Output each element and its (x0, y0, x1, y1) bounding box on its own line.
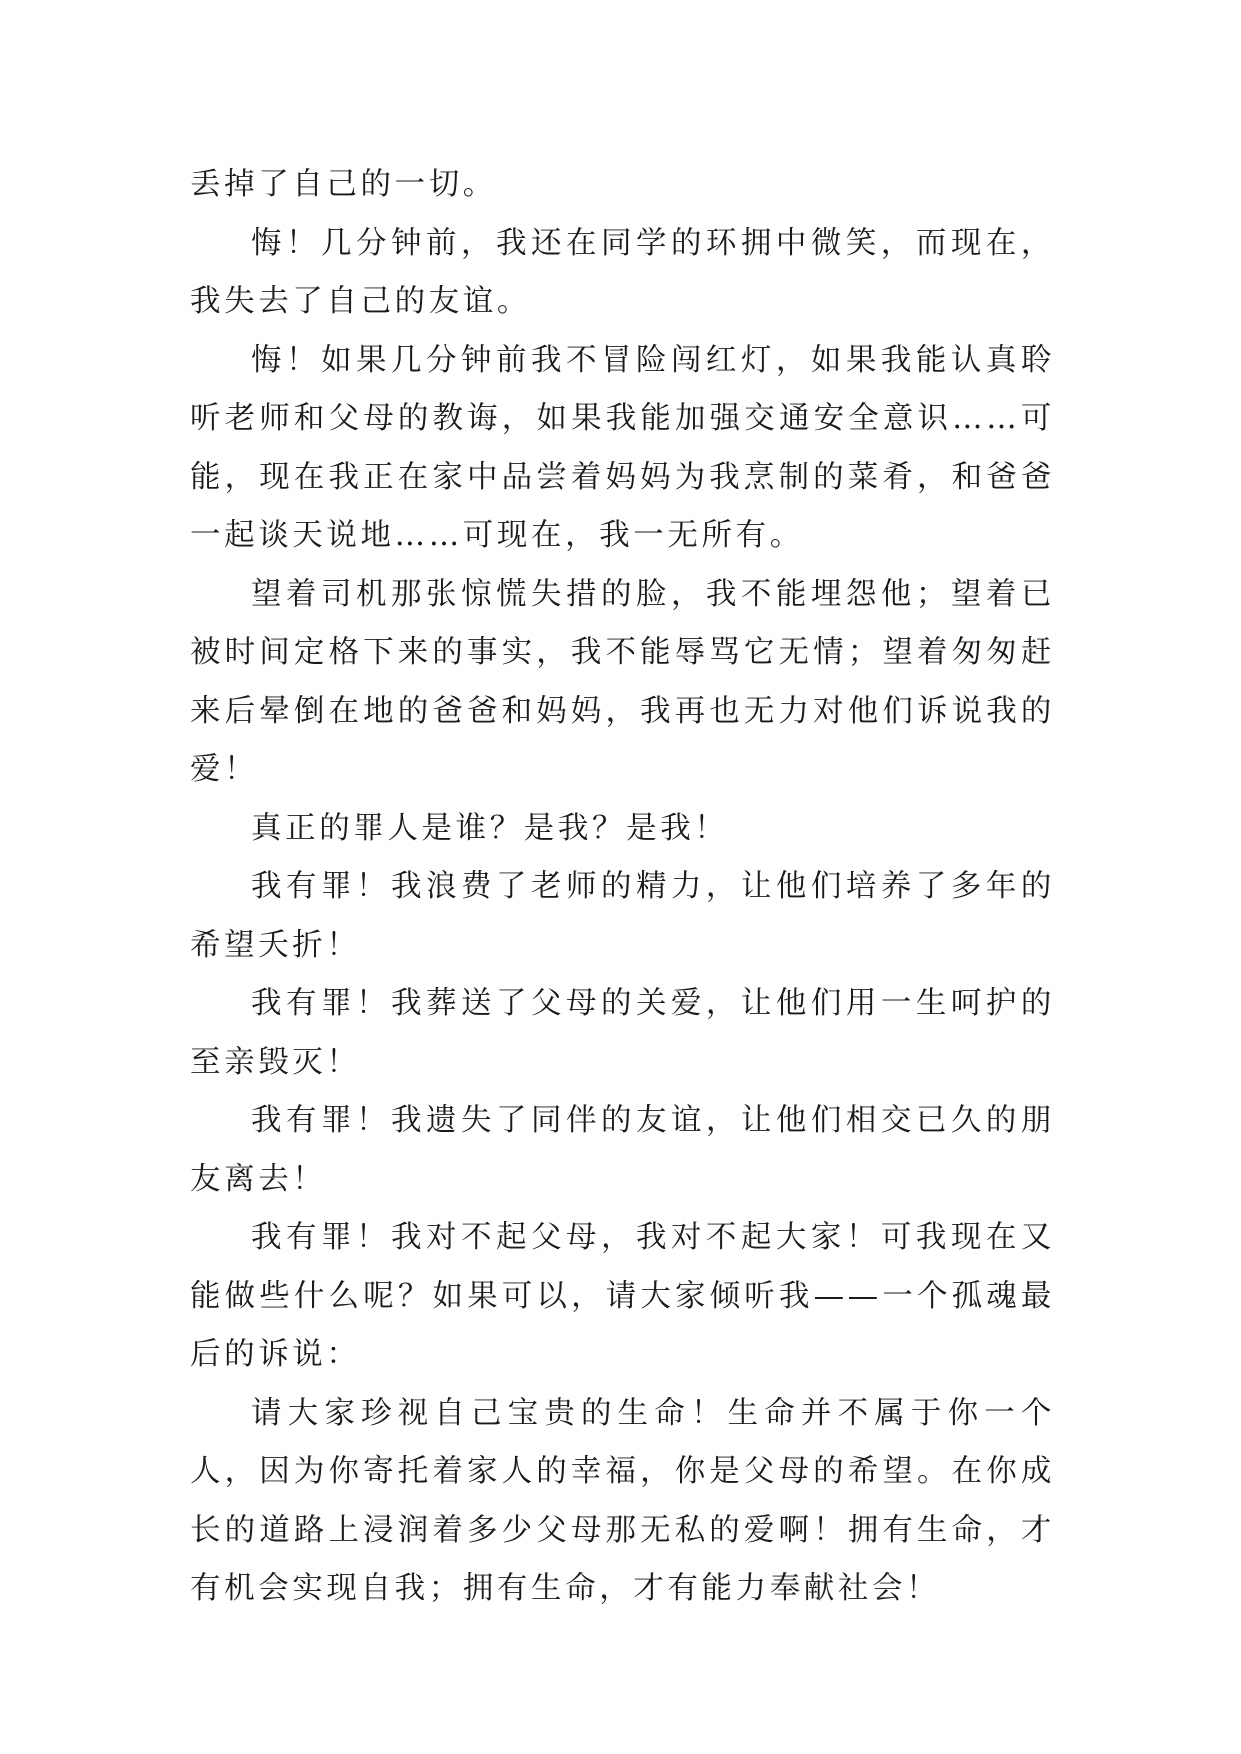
paragraph-3: 悔！如果几分钟前我不冒险闯红灯，如果我能认真聆听老师和父母的教诲，如果我能加强交通安全意识……可能，现在我正在家中品尝着妈妈为我烹制的菜肴，和爸爸一起谈天说地……可现在，我一无所有。 (190, 342, 1055, 553)
paragraph-8: 我有罪！我遗失了同伴的友谊，让他们相交已久的朋友离去！ (190, 1103, 1055, 1197)
paragraph-7: 我有罪！我葬送了父母的关爱，让他们用一生呵护的至亲毁灭！ (190, 986, 1055, 1080)
paragraph-2: 悔！几分钟前，我还在同学的环拥中微笑，而现在，我失去了自己的友谊。 (190, 225, 1055, 319)
document-body (190, 156, 1055, 1619)
paragraph-9: 我有罪！我对不起父母，我对不起大家！可我现在又能做些什么呢？如果可以，请大家倾听我——一个孤魂最后的诉说： (190, 1220, 1055, 1372)
paragraph-4: 望着司机那张惊慌失措的脸，我不能埋怨他；望着已被时间定格下来的事实，我不能辱骂它无情；望着匆匆赶来后晕倒在地的爸爸和妈妈，我再也无力对他们诉说我的爱！ (190, 576, 1055, 787)
paragraph-5: 真正的罪人是谁？是我？是我！ (251, 810, 729, 846)
paragraph-1: 丢掉了自己的一切。 (190, 167, 497, 202)
paragraph-6: 我有罪！我浪费了老师的精力，让他们培养了多年的希望夭折！ (190, 869, 1055, 963)
paragraph-10: 请大家珍视自己宝贵的生命！生命并不属于你一个人，因为你寄托着家人的幸福，你是父母的希望。在你成长的道路上浸润着多少父母那无私的爱啊！拥有生命，才有机会实现自我；拥有生命，才有能力奉献社会！ (190, 1395, 1055, 1606)
